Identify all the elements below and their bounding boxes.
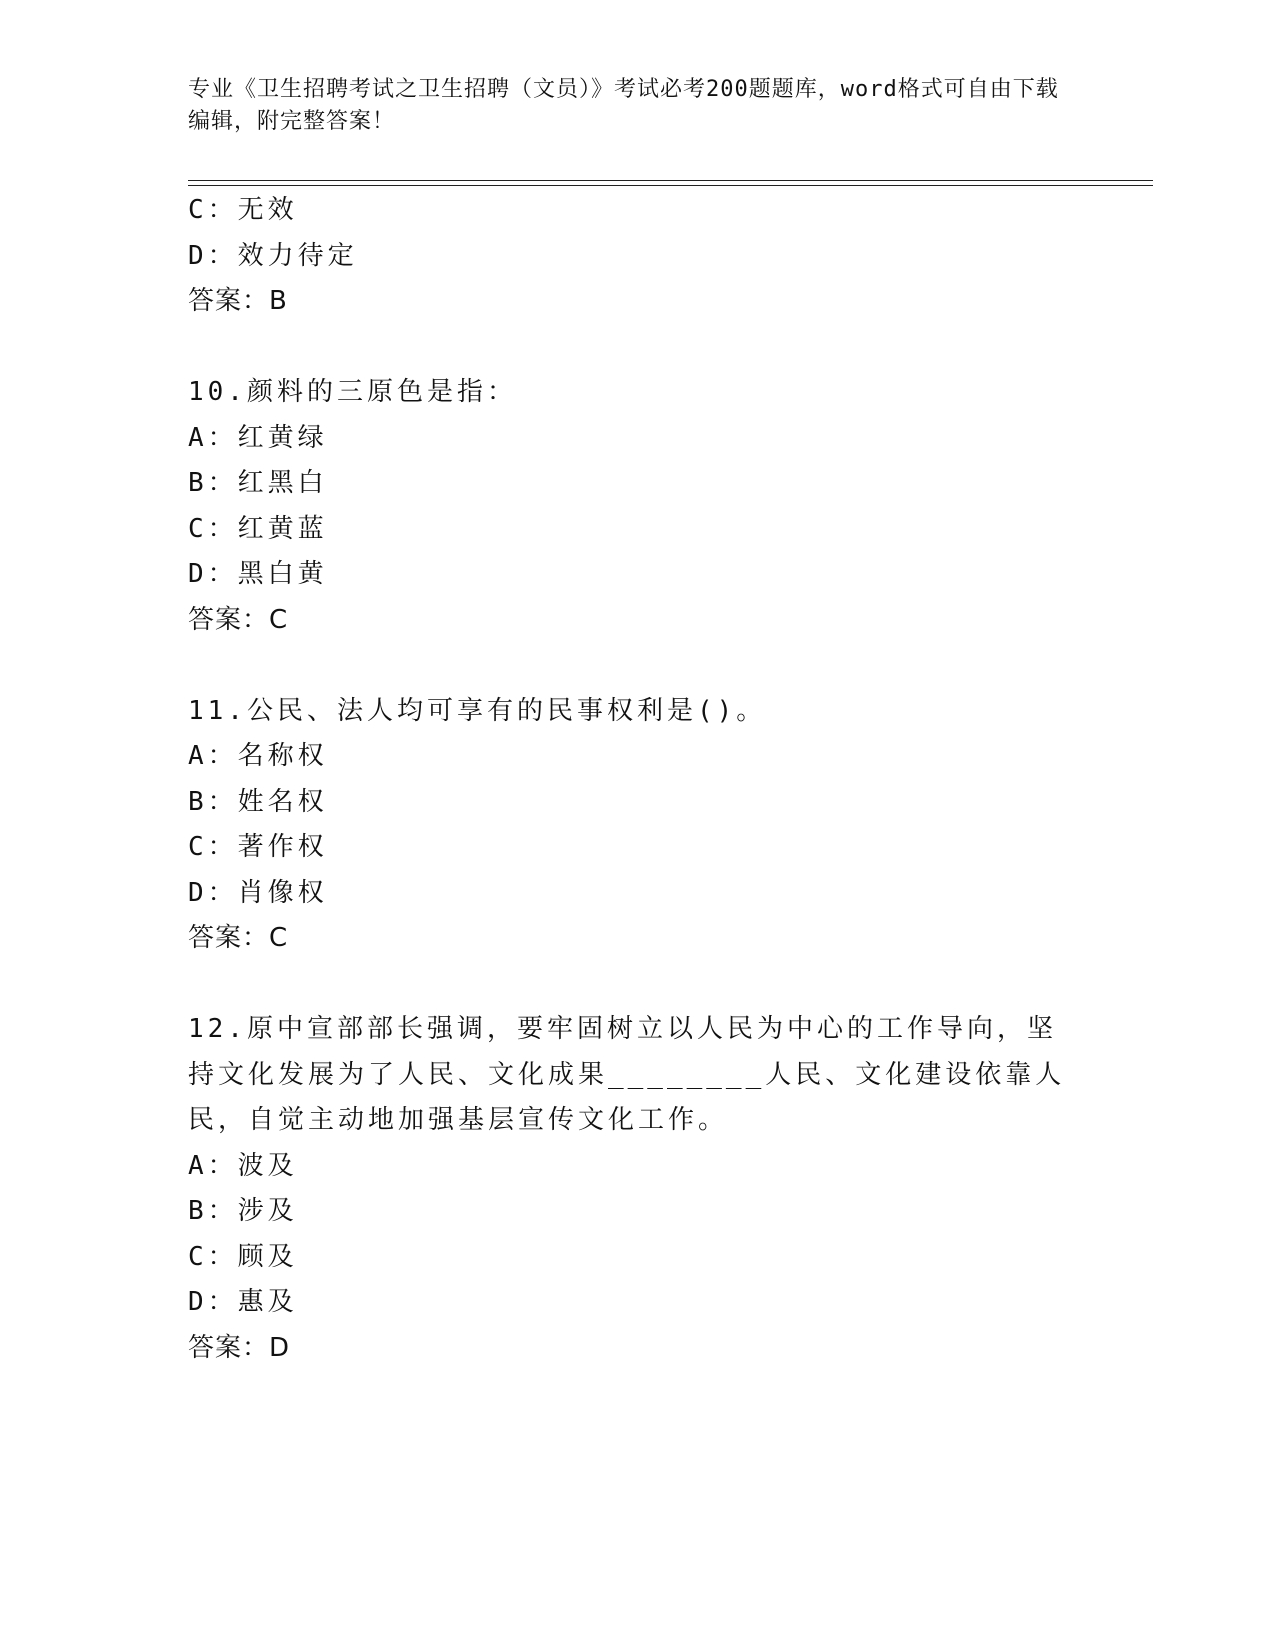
option-c: C：红黄蓝 — [188, 513, 328, 544]
answer-line: 答案：C — [188, 923, 289, 953]
answer-line: 答案：B — [188, 286, 288, 316]
question-block-11 — [188, 689, 1088, 962]
header-divider-bottom — [188, 185, 1153, 186]
question-text: 11.公民、法人均可享有的民事权利是()。 — [188, 695, 767, 726]
answer-line: 答案：D — [188, 1332, 291, 1363]
question-block-9 — [188, 188, 1088, 325]
option-c: C：无效 — [188, 195, 298, 225]
option-d: D：黑白黄 — [188, 559, 328, 589]
option-b: B：涉及 — [188, 1196, 298, 1226]
option-d: D：肖像权 — [188, 877, 328, 908]
question-block-12 — [188, 1007, 1088, 1371]
option-d: D：惠及 — [188, 1287, 298, 1317]
document-header: 专业《卫生招聘考试之卫生招聘（文员）》考试必考200题题库，word格式可自由下载编辑，附完整答案！ — [188, 77, 1059, 134]
option-b: B：姓名权 — [188, 786, 328, 817]
option-c: C：著作权 — [188, 832, 328, 862]
spacer — [188, 325, 1088, 371]
option-b: B：红黑白 — [188, 468, 328, 498]
answer-line: 答案：C — [188, 604, 289, 635]
option-a: A：红黄绿 — [188, 422, 328, 453]
question-text: 12.原中宣部部长强调，要牢固树立以人民为中心的工作导向，坚持文化发展为了人民、文化成果________人民、文化建设依靠人民，自觉主动地加强基层宣传文化工作。 — [188, 1014, 1066, 1135]
option-a: A：波及 — [188, 1150, 298, 1181]
option-c: C：顾及 — [188, 1241, 298, 1272]
option-a: A：名称权 — [188, 741, 328, 771]
question-text: 10.颜料的三原色是指： — [188, 377, 517, 407]
spacer — [188, 962, 1088, 1008]
question-block-10 — [188, 370, 1088, 643]
question-list — [188, 188, 1088, 1371]
option-d: D：效力待定 — [188, 240, 358, 271]
header-divider-top — [188, 180, 1153, 181]
spacer — [188, 643, 1088, 689]
